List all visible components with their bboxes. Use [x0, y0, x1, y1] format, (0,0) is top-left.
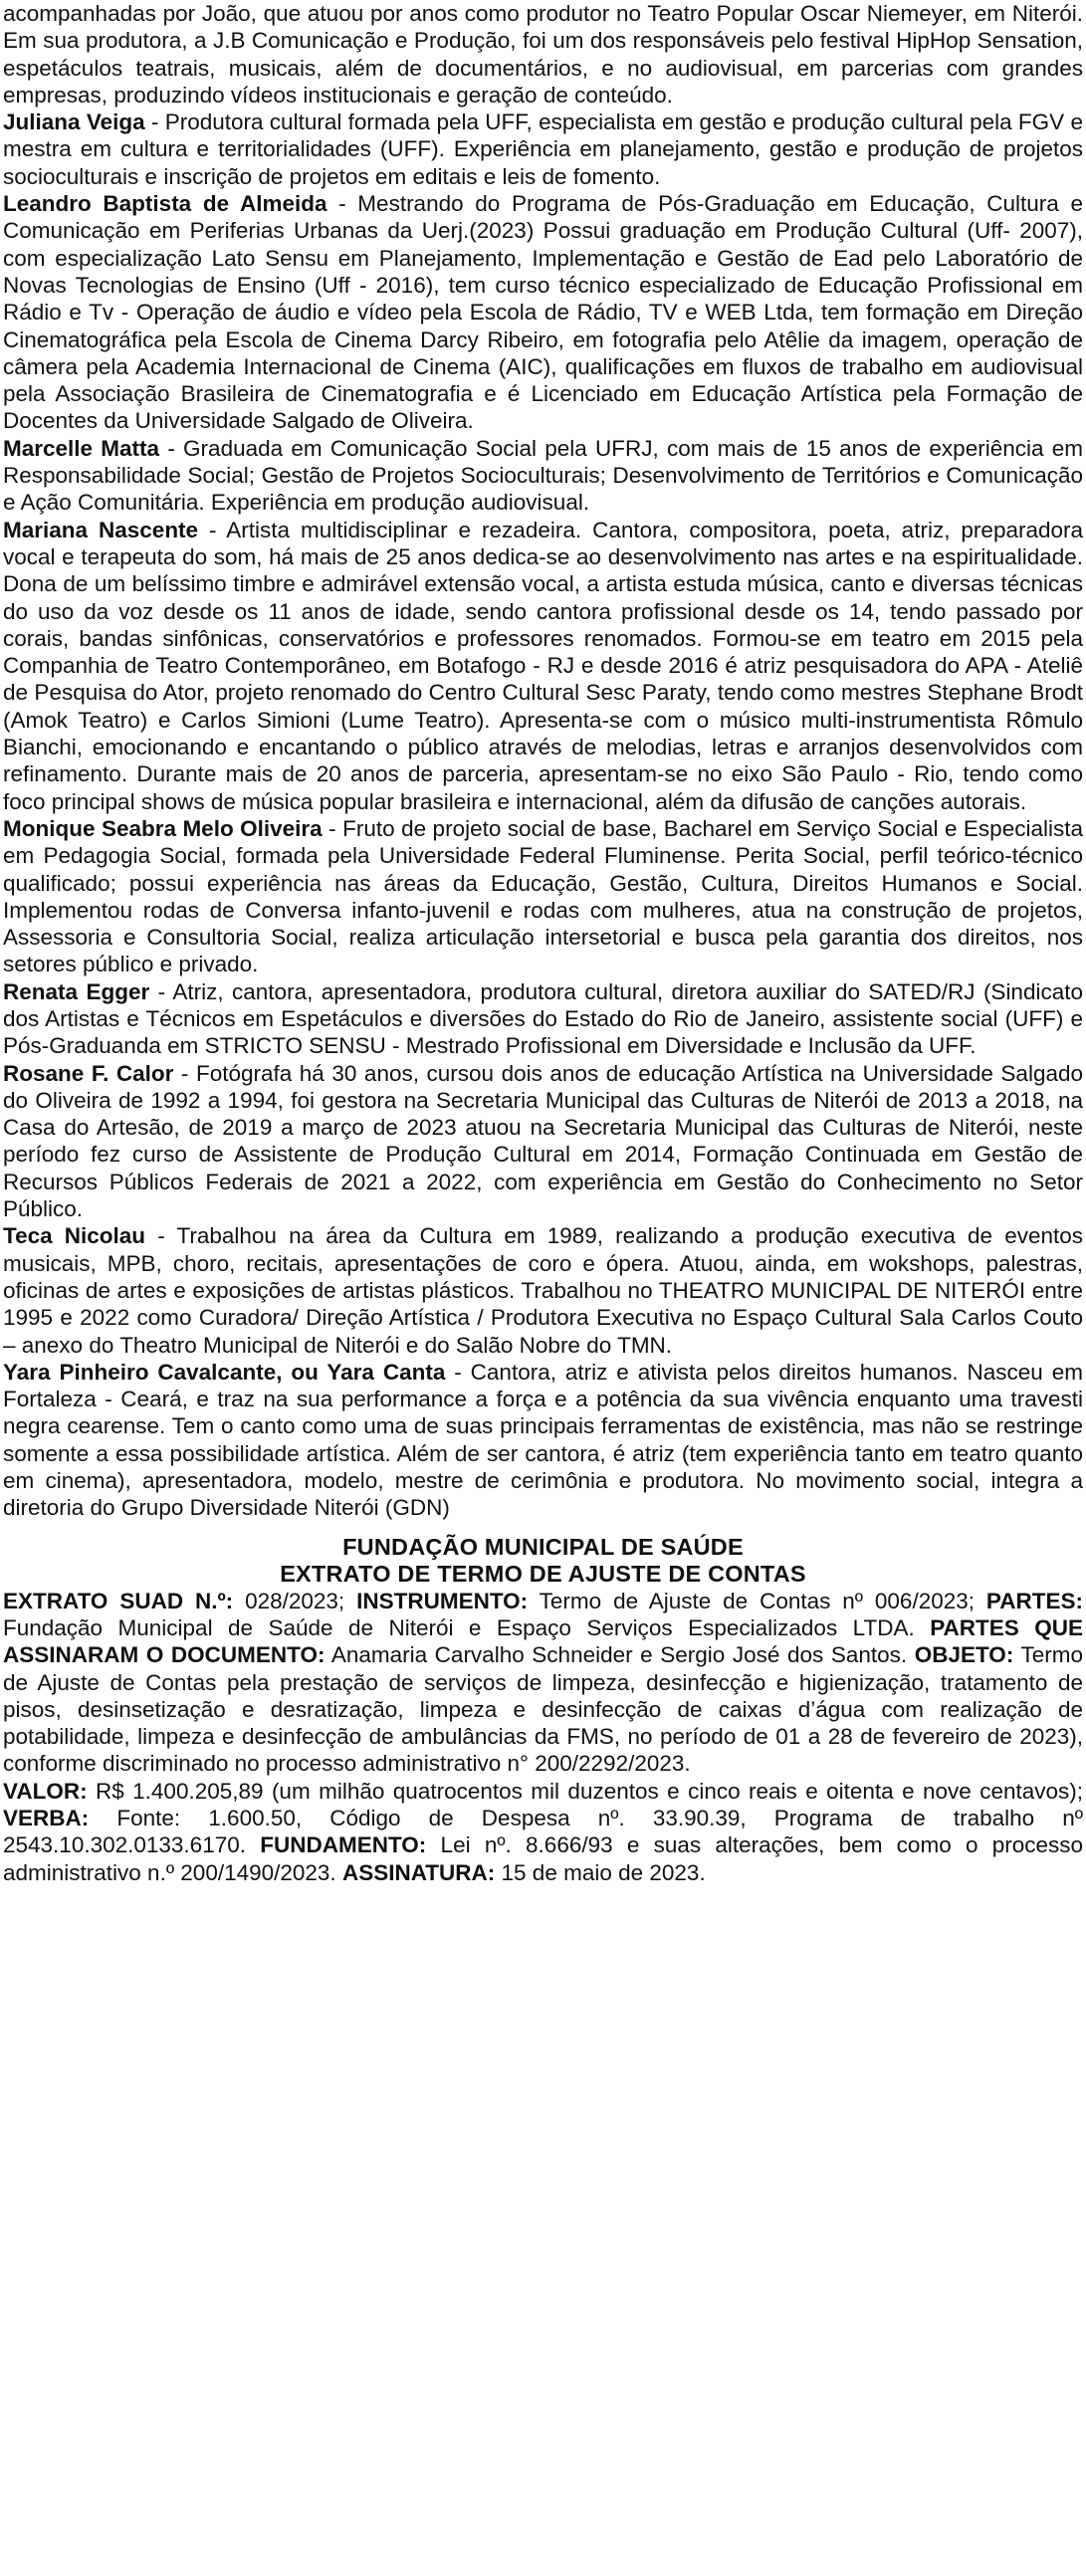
assinaram-label: PARTES QUE ASSINARAM O DOCUMENTO: — [3, 1614, 1084, 1668]
partes-label: PARTES: — [985, 1588, 1083, 1613]
fundamento-value: Lei nº. 8.666/93 e suas alterações, bem como o processo administrativo n.º 200/1490/2023. — [3, 1832, 1083, 1885]
bio-text: - Mestrando do Programa de Pós-Graduação em Educação, Cultura e Comunicação em Periferias Urbanas da Uerj.(2023) Possui graduação em Produção Cultural (Uff- 2007), com especialização Lato Sensu em Planejamento, Implementação e Gestão de Ead pelo Laboratório de Novas Tecnologias de Ensino (Uff - 2016), tem curso técnico especializado de Educação Profissional em Rádio e Tv - Operação de áudio e vídeo pela Escola de Rádio, TV e WEB Ltda, tem formação em Direção Cinematográfica pela Escola de Cinema Darcy Ribeiro, em fotografia pelo Atêlie da imagem, operação de câmera pela Academia Internacional de Cinema (AIC), qualificações em fluxos de trabalho em audiovisual pela Associação Brasileira de Cinematografia e é Licenciado em Educação Artística pela Formação de Docentes da Universidade Salgado de Oliveira. — [3, 191, 1083, 434]
bio-marcelle-matta — [3, 435, 1083, 517]
bio-text: - Produtora cultural formada pela UFF, especialista em gestão e produção cultural pela FGV e mestra em cultura e territorialidades (UFF). Experiência em planejamento, gestão e produção de projetos socioculturais e inscrição de projetos em editais e leis de fomento. — [3, 109, 1083, 189]
bio-renata-egger — [3, 978, 1083, 1060]
verba-value: Fonte: 1.600.50, Código de Despesa nº. 33.90.39, Programa de trabalho nº 2543.10.302.0133.6170. — [3, 1806, 1083, 1858]
bio-rosane-f-calor — [3, 1060, 1083, 1223]
fundamento-label: FUNDAMENTO: — [260, 1832, 427, 1858]
instrumento-value: Termo de Ajuste de Contas nº 006/2023; — [528, 1588, 986, 1613]
bio-text: - Atriz, cantora, apresentadora, produtora cultural, diretora auxiliar do SATED/RJ (Sindicato dos Artistas e Técnicos em Espetáculos e diversões do Estado do Rio de Janeiro, assistente social (UFF) e Pós-Graduanda em STRICTO SENSU - Mestrado Profissional em Diversidade e Inclusão da UFF. — [3, 978, 1083, 1059]
bio-text: - Fruto de projeto social de base, Bacharel em Serviço Social e Especialista em Pedagogia Social, formada pela Universidade Federal Fluminense. Perita Social, perfil teórico-técnico qualificado; possui experiência nas áreas da Educação, Gestão, Cultura, Direitos Humanos e Social. Implementou rodas de Conversa infanto-juvenil e rodas com mulheres, atua na construção de projetos, Assessoria e Consultoria Social, realiza articulação intersetorial e busca pela garantia dos direitos, nos setores público e privado. — [3, 815, 1083, 977]
assinatura-label: ASSINATURA: — [341, 1859, 496, 1885]
extrato-paragraph-2 — [3, 1778, 1083, 1886]
extrato-label: EXTRATO SUAD N.º: — [3, 1588, 234, 1613]
objeto-value: Termo de Ajuste de Contas pela prestação de serviços de limpeza, desinfecção e higienização, tratamento de pisos, desinsetização e desratização, limpeza e desinfecção de caixas d’água com realização de potabilidade, limpeza e desinfecção de ambulâncias da FMS, no período de 01 a 28 de fevereiro de 2023), conforme discriminado no processo administrativo n° 200/2292/2023. — [3, 1642, 1083, 1777]
bio-monique-seabra-melo-oliveira — [3, 815, 1083, 978]
assinaram-value: Anamaria Carvalho Schneider e Sergio José dos Santos. — [325, 1642, 915, 1668]
bio-name: Renata Egger — [3, 978, 150, 1004]
bio-text: - Cantora, atriz e ativista pelos direitos humanos. Nasceu em Fortaleza - Ceará, e traz na sua performance a força e a potência da sua vivência enquanto uma travesti negra cearense. Tem o canto como uma de suas principais ferramentas de existência, mas não se restringe somente a essa possibilidade artística. Além de ser cantora, é atriz (tem experiência tanto em teatro quanto em cinema), apresentadora, modelo, mestre de cerimônia e produtora. No movimento social, integra a diretoria do Grupo Diversidade Niterói (GDN) — [3, 1359, 1083, 1521]
bio-text: - Graduada em Comunicação Social pela UFRJ, com mais de 15 anos de experiência em Responsabilidade Social; Gestão de Projetos Socioculturais; Desenvolvimento de Territórios e Comunicação e Ação Comunitária. Experiência em produção audiovisual. — [3, 435, 1083, 516]
bio-name: Mariana Nascente — [3, 517, 199, 542]
extrato-value: 028/2023; — [233, 1588, 357, 1613]
bio-name: Rosane F. Calor — [3, 1060, 174, 1086]
verba-label: VERBA: — [3, 1806, 90, 1830]
section-title: FUNDAÇÃO MUNICIPAL DE SAÚDE — [342, 1533, 744, 1560]
instrumento-label: INSTRUMENTO: — [356, 1588, 529, 1613]
bio-name: Juliana Veiga — [3, 109, 145, 135]
bio-yara-pinheiro-cavalcante — [3, 1359, 1083, 1522]
objeto-label: OBJETO: — [914, 1642, 1014, 1668]
section-heading — [3, 1534, 1083, 1588]
valor-label: VALOR: — [3, 1778, 88, 1804]
bio-mariana-nascente — [3, 517, 1083, 815]
valor-value: R$ 1.400.205,89 (um milhão quatrocentos mil duzentos e cinco reais e oitenta e nove centavos); — [87, 1778, 1083, 1804]
bio-name: Marcelle Matta — [3, 435, 160, 461]
bio-name: Yara Pinheiro Cavalcante, ou Yara Canta — [3, 1359, 446, 1385]
bio-name: Monique Seabra Melo Oliveira — [3, 815, 323, 841]
section-subtitle: EXTRATO DE TERMO DE AJUSTE DE CONTAS — [280, 1560, 806, 1587]
bio-leandro-baptista-de-almeida — [3, 190, 1083, 435]
extrato-paragraph-1 — [3, 1588, 1083, 1778]
bio-text: - Fotógrafa há 30 anos, cursou dois anos de educação Artística na Universidade Salgado do Oliveira de 1992 a 1994, foi gestora na Secretaria Municipal das Culturas de Niterói de 2013 a 2018, na Casa do Artesão, de 2019 a março de 2023 atuou na Secretaria Municipal das Culturas de Niterói, neste período fez curso de Assistente de Produção Cultural em 2014, Formação Continuada em Gestão de Recursos Públicos Federais de 2021 a 2022, com experiência em Gestão do Conhecimento no Setor Público. — [3, 1060, 1083, 1222]
bio-teca-nicolau — [3, 1222, 1083, 1358]
bio-name: Teca Nicolau — [3, 1223, 146, 1249]
bio-name: Leandro Baptista de Almeida — [3, 191, 327, 217]
assinatura-value: 15 de maio de 2023. — [495, 1859, 706, 1885]
bio-text: acompanhadas por João, que atuou por anos como produtor no Teatro Popular Oscar Niemeyer, em Niterói. Em sua produtora, a J.B Comunicação e Produção, foi um dos responsáveis pelo festival HipHop Sensation, espetáculos teatrais, musicais, além de documentários, e no audiovisual, em parcerias com grandes empresas, produzindo vídeos institucionais e geração de conteúdo. — [3, 1, 1083, 107]
bio-text: - Artista multidisciplinar e rezadeira. Cantora, compositora, poeta, atriz, preparadora vocal e terapeuta do som, há mais de 25 anos dedica-se ao desenvolvimento nas artes e na espiritualidade. Dona de um belíssimo timbre e admirável extensão vocal, a artista estuda música, canto e diversas técnicas do uso da voz desde os 11 anos de idade, sendo cantora profissional desde os 14, tendo passado por corais, bandas sinfônicas, conservatórios e professores renomados. Formou-se em teatro em 2015 pela Companhia de Teatro Contemporâneo, em Botafogo - RJ e desde 2016 é atriz pesquisadora do APA - Ateliê de Pesquisa do Ator, projeto renomado do Centro Cultural Sesc Paraty, tendo como mestres Stephane Brodt (Amok Teatro) e Carlos Simioni (Lume Teatro). Apresenta-se com o músico multi-instrumentista Rômulo Bianchi, emocionando e encantando o público através de melodias, letras e arranjos desenvolvidos com refinamento. Durante mais de 20 anos de parceria, apresentam-se no eixo São Paulo - Rio, tendo como foco principal shows de música popular brasileira e internacional, além da difusão de canções autorais. — [3, 517, 1084, 814]
bio-text: - Trabalhou na área da Cultura em 1989, realizando a produção executiva de eventos musicais, MPB, choro, recitais, apresentações de coro e ópera. Atuou, ainda, em wokshops, palestras, oficinas de artes e exposições de artistas plásticos. Trabalhou no THEATRO MUNICIPAL DE NITERÓI entre 1995 e 2022 como Curadora/ Direção Artística / Produtora Executiva no Espaço Cultural Sala Carlos Couto – anexo do Theatro Municipal de Niterói e do Salão Nobre do TMN. — [3, 1223, 1083, 1358]
bio-juliana-veiga — [3, 108, 1083, 190]
partes-value: Fundação Municipal de Saúde de Niterói e Espaço Serviços Especializados LTDA. — [3, 1614, 931, 1640]
bio-continuation — [3, 0, 1083, 108]
